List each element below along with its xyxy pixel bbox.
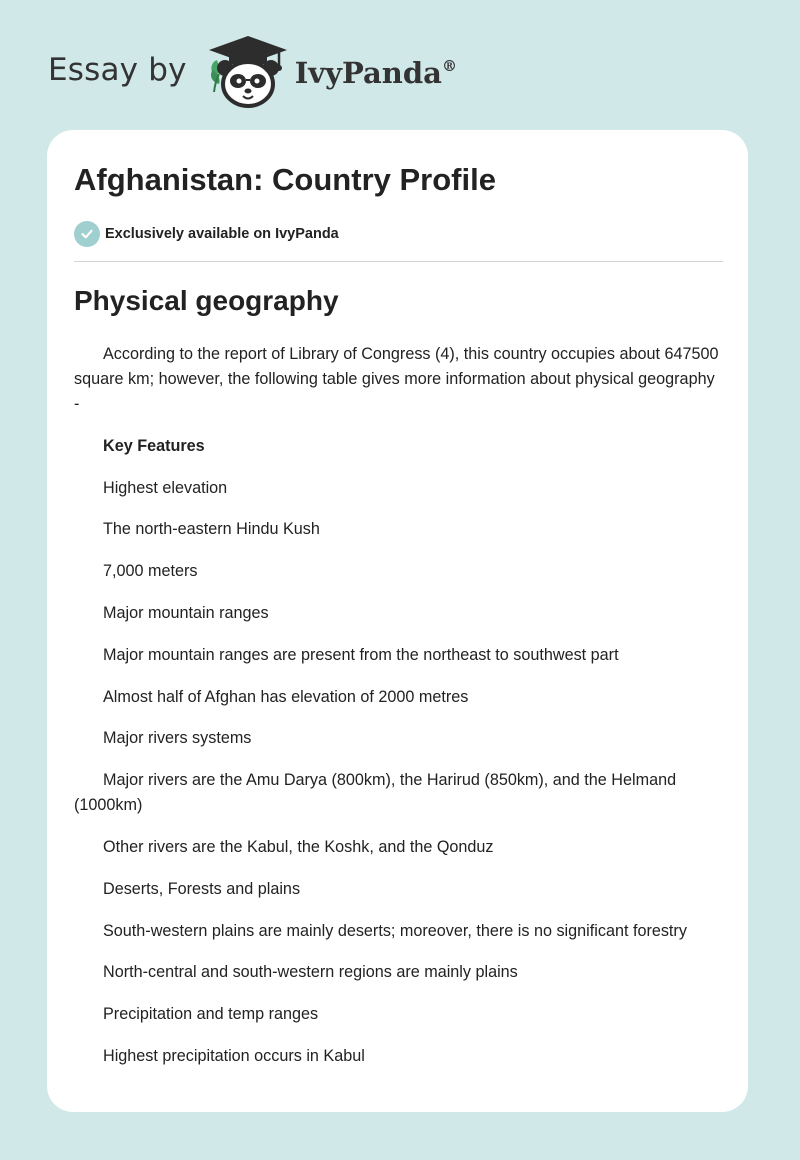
paragraph: According to the report of Library of Congress (4), this country occupies about 647500 square km; however, the following table gives more information about physical geography - [74,345,719,413]
paragraph: Major mountain ranges are present from the northeast to southwest part [103,645,619,664]
section-heading: Physical geography [74,285,339,316]
paragraph: Highest elevation [103,478,228,497]
badge-text: Exclusively available on IvyPanda [105,226,339,242]
paragraph: Other rivers are the Kabul, the Koshk, and the Qonduz [103,837,494,856]
paragraph: 7,000 meters [103,562,198,581]
paragraph: Major rivers are the Amu Darya (800km), the Harirud (850km), and the Helmand (1000km) [74,771,677,815]
paragraph: South-western plains are mainly deserts; moreover, there is no significant forestry [103,921,687,940]
exclusive-badge [74,221,339,247]
registered-mark: ® [441,57,457,75]
paragraph: Deserts, Forests and plains [103,879,301,898]
site-header [48,34,457,110]
check-circle-icon [74,221,100,247]
panda-graduate-icon[interactable] [205,34,291,110]
paragraph: Almost half of Afghan has elevation of 2000 metres [103,687,469,706]
paragraph: Precipitation and temp ranges [103,1005,319,1024]
paragraph: The north-eastern Hindu Kush [103,520,320,539]
paragraph: Key Features [103,436,205,455]
paragraph: Highest precipitation occurs in Kabul [103,1046,365,1065]
brand-label: IvyPanda [294,56,442,90]
brand-name[interactable] [295,56,457,90]
divider [74,261,723,262]
paragraph: North-central and south-western regions are mainly plains [103,963,518,982]
page-title: Afghanistan: Country Profile [74,162,496,197]
paragraph: Major rivers systems [103,729,252,748]
essay-body [74,342,724,1086]
essay-by-label: Essay by [48,52,187,88]
paragraph: Major mountain ranges [103,603,269,622]
essay-card [47,130,748,1112]
